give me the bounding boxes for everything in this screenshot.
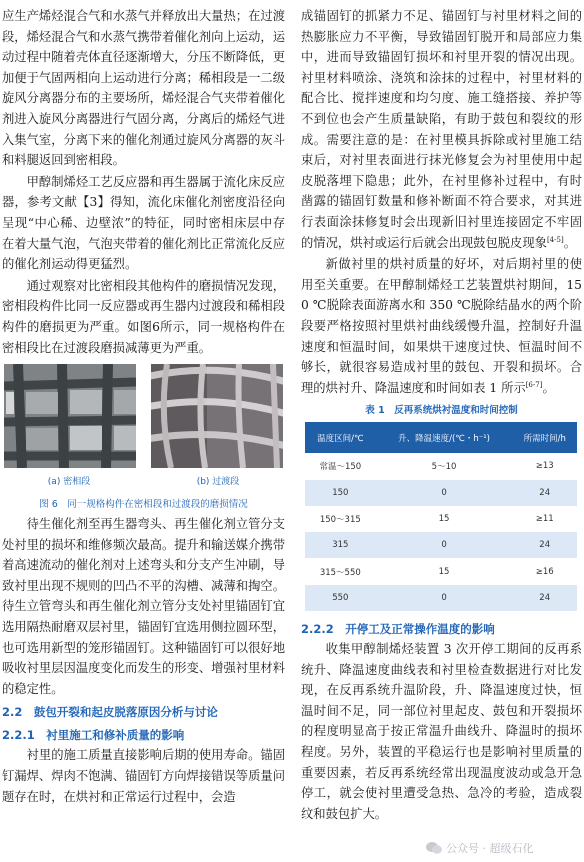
table-cell: 24 <box>512 480 577 506</box>
table-header-rate: 升、降温速度/(℃・h⁻¹) <box>376 422 513 453</box>
wechat-icon <box>426 841 442 855</box>
right-paragraph-2: 新做衬里的烘衬质量的好坏，对后期衬里的使用至关重要。在甲醇制烯烃工艺装置烘衬期间，150 ℃脱除表面游离水和 350 ℃脱除结晶水的两个阶段要严格按照衬里烘衬曲线缓慢升温，控制好升温速度和恒温时间，如果烘干速度过快、恒温时间不够长，就很容易造成衬里的鼓包、开裂和损坏。合理的烘衬升、降温速度和时间如表 1 所示[6-7]。 <box>301 257 582 395</box>
table-cell: 0 <box>376 585 513 611</box>
table-row <box>305 453 577 479</box>
table-row <box>305 506 577 532</box>
figure-6-subcaption-a: (a) 密相段 <box>47 477 91 488</box>
table-header-temperature: 温度区间/℃ <box>305 422 376 453</box>
table-cell: ≥11 <box>535 514 554 525</box>
table-cell: 315 <box>305 532 376 558</box>
table-row <box>305 558 577 584</box>
section-heading-2-2-2: 2.2.2 开停工及正常操作温度的影响 <box>301 622 495 637</box>
table-cell: 15 <box>438 566 450 577</box>
figure-6-caption: 图 6 同一规格构件在密相段和过渡段的磨损情况 <box>39 499 248 511</box>
section-heading-2-2-1: 2.2.1 衬里施工和修补质量的影响 <box>2 728 185 743</box>
table-1-title: 表 1 反再系统烘衬温度和时间控制 <box>365 405 518 417</box>
section-heading-2-2: 2.2 鼓包开裂和起皮脱落原因分析与讨论 <box>2 705 218 720</box>
table-header-time: 所需时间/h <box>512 422 577 453</box>
right-paragraph-3: 收集甲醇制烯烃装置 3 次开停工期间的反再系统升、降温速度曲线表和衬里检查数据进行对比发现，在反再系统升温阶段，升、降温速度过快，恒温时间不足，同一部位衬里起皮、鼓包和开裂损坏的程度明显高于按正常温升曲线升、降温时的损坏程度。另外，装置的平稳运行也是影响衬里质量的重要因素，若反再系统经常出现温度波动或急开急停工，就会使衬里遭受急热、急冷的考验，造成裂纹和鼓包扩大。 <box>301 642 582 821</box>
table-cell: 常温～150 <box>319 462 362 473</box>
left-paragraph-2: 甲醇制烯烃工艺反应器和再生器属于流化床反应器，参考文献【3】得知，流化床催化剂密度沿径向呈现“中心稀、边壁浓”的特征，同时密相床层中存在着大量气泡，气泡夹带着的催化剂比正常流化反应的催化剂运动得更猛烈。 <box>2 174 285 272</box>
table-cell: 315～550 <box>319 567 361 578</box>
table-cell: 0 <box>376 480 513 506</box>
left-column <box>2 6 285 808</box>
table-cell: 15 <box>438 514 450 525</box>
table-cell: 24 <box>512 585 577 611</box>
right-column <box>301 6 582 825</box>
right-paragraph-1: 成锚固钉的抓紧力不足、锚固钉与衬里材料之间的热膨胀应力不平衡，导致锚固钉脱开和局部应力集中，进而导致锚固钉损坏和衬里开裂的情况出现。衬里材料喷涂、浇筑和涂抹的过程中，衬里材料的配合比、搅拌速度和均匀度、施工缝搭接、养护等不到位也会产生质量缺陷，有助于鼓包和裂纹的形成。需要注意的是：在衬里模具拆除或衬里施工结束后，对衬里表面进行抹光修复会为衬里使用中起皮脱落埋下隐患；此外，在衬里修补过程中，有时凿露的锚固钉数量和修补断面不符合要求，对其进行表面涂抹修复时会出现新旧衬里连接固定不牢固的情况，烘衬或运行后就会出现鼓包脱皮现象[4-5]。 <box>301 9 582 250</box>
table-cell: 150～315 <box>319 515 361 526</box>
transition-section-photo <box>151 364 283 468</box>
table-row <box>305 585 577 611</box>
table-cell: 0 <box>376 532 513 558</box>
dense-phase-photo <box>4 364 136 468</box>
table-cell: ≥13 <box>535 461 554 472</box>
table-row <box>305 480 577 506</box>
watermark <box>426 838 576 858</box>
left-paragraph-5: 衬里的施工质量直接影响后期的使用寿命。锚固钉漏焊、焊肉不饱满、锚固钉方向焊接错误等质量问题存在时，在烘衬和正常运行过程中，会造 <box>2 748 285 804</box>
figure-6-subcaption-b: (b) 过渡段 <box>196 477 240 488</box>
table-row <box>305 532 577 558</box>
table-cell: 5～10 <box>431 462 457 473</box>
table-cell: 550 <box>305 585 376 611</box>
watermark-text: 公众号 · 超级石化 <box>446 842 534 855</box>
left-paragraph-4: 待生催化剂至再生器弯头、再生催化剂立管分支处衬里的损坏和维修频次最高。提升和输送媒介携带着高速流动的催化剂对上述弯头和分支产生冲刷，导致衬里出现不规则的凹凸不平的沟槽、减薄和掏空。待生立管弯头和再生催化剂立管分支处衬里锚固钉宜选用隔热耐磨双层衬里，锚固钉宜选用侧拉圆环型，也可选用新型的笼形锚固钉。这种锚固钉可以很好地吸收衬里层因温度变化而发生的形变、增强衬里材料的稳定性。 <box>2 517 285 696</box>
table-1 <box>305 422 577 611</box>
citation-6-7: [6-7] <box>525 380 543 389</box>
citation-4-5: [4-5] <box>546 235 564 244</box>
table-cell: ≥16 <box>535 566 554 577</box>
table-cell: 24 <box>512 532 577 558</box>
table-cell: 150 <box>305 480 376 506</box>
table-header-row <box>305 422 577 453</box>
left-paragraph-1: 应生产烯烃混合气和水蒸气并释放出大量热；在过渡段，烯烃混合气和水蒸气携带着催化剂向上运动，运动过程中随着壳体直径逐渐增大，分压不断降低，更加便于气固两相向上运动进行分离；稀相段是一二级旋风分离器分布的主要场所，烯烃混合气夹带着催化剂进入旋风分离器进行气固分离，分离后的烯烃气进入集气室，分离下来的催化剂通过旋风分离器的灰斗和料腿返回到密相段。 <box>2 9 285 168</box>
figure-6 <box>2 364 285 510</box>
left-paragraph-3: 通过观察对比密相段其他构件的磨损情况发现，密相段构件比同一反应器或再生器内过渡段和稀相段构件的磨损更为严重。如图6所示，同一规格构件在密相段比在过渡段磨损减薄更为严重。 <box>2 278 285 355</box>
